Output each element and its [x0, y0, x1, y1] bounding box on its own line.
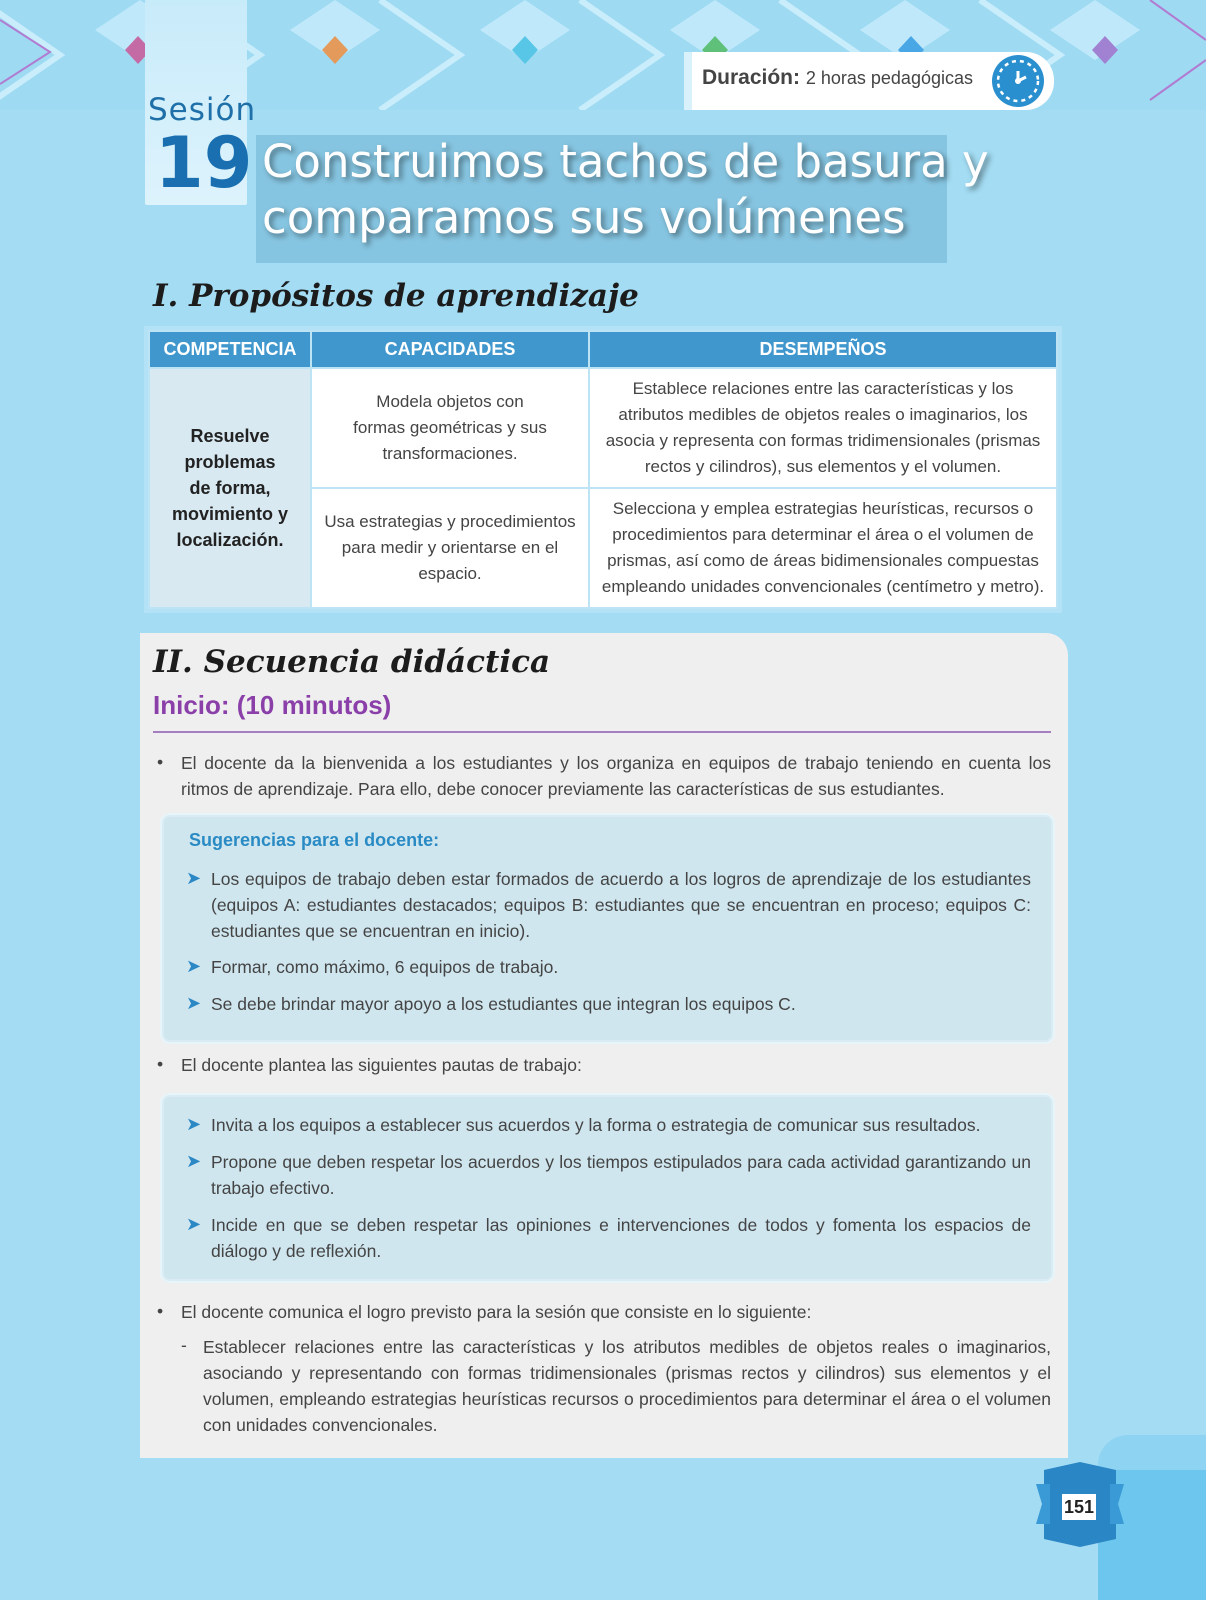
purposes-table	[148, 330, 1058, 609]
competencia-line: problemas	[184, 452, 276, 472]
session-number: 19	[155, 122, 253, 204]
desempeno-line: atributos medibles de objetos reales o imaginarios, los	[618, 405, 1028, 424]
session-label: Sesión	[148, 92, 257, 128]
title-line-2: comparamos sus volúmenes	[262, 191, 906, 244]
desempeno-line: prismas, así como de áreas bidimensionales compuestas	[607, 551, 1039, 570]
bullet-dot: •	[157, 1301, 164, 1321]
capacidad-line: transformaciones.	[382, 444, 518, 463]
paragraph-logro-detail: Establecer relaciones entre las características y los atributos medibles de objetos reales o imaginarios, asociando y representando con formas tridimensionales (prismas rectos y cilindros) sus elementos y el volumen, empleando estrategias heurísticas recursos o procedimientos para determinar el área o el volumen con unidades convencionales.	[203, 1337, 1051, 1435]
guideline-item: Incide en que se deben respetar las opiniones e intervenciones de todos y fomenta los espacios de diálogo y de reflexión.	[211, 1215, 1031, 1261]
duration-label: Duración:	[702, 66, 801, 89]
arrow-right-icon: ➤	[186, 1214, 202, 1234]
capacidad-line: espacio.	[418, 564, 482, 583]
inicio-divider	[153, 731, 1051, 733]
paragraph-bienvenida: El docente da la bienvenida a los estudiantes y los organiza en equipos de trabajo teniendo en cuenta los ritmos de aprendizaje. Para ello, debe conocer previamente las características de sus estudiantes.	[181, 753, 1051, 799]
arrow-right-icon: ➤	[186, 993, 202, 1013]
desempeno-cell	[589, 368, 1057, 488]
suggestion-item: Se debe brindar mayor apoyo a los estudiantes que integran los equipos C.	[211, 994, 796, 1014]
capacidad-cell	[311, 368, 589, 488]
desempeno-cell	[589, 488, 1057, 608]
capacidad-cell	[311, 488, 589, 608]
competencia-line: de forma,	[189, 478, 271, 498]
desempeno-line: Selecciona y emplea estrategias heurísticas, recursos o	[612, 499, 1034, 518]
capacidad-line: Modela objetos con	[376, 392, 524, 411]
desempeno-line: empleando unidades convencionales (centímetro y metro).	[601, 577, 1045, 596]
section2-heading: II. Secuencia didáctica	[153, 644, 551, 680]
duration-value: 2 horas pedagógicas	[805, 68, 973, 88]
paragraph-pautas: El docente plantea las siguientes pautas de trabajo:	[181, 1055, 582, 1075]
duration-badge	[692, 52, 1054, 110]
dash-marker: -	[181, 1335, 187, 1355]
clock-icon	[992, 55, 1044, 107]
title-line-1: Construimos tachos de basura y	[262, 135, 989, 188]
capacidad-line: para medir y orientarse en el	[341, 538, 559, 557]
bullet-dot: •	[157, 752, 164, 772]
competencia-line: localización.	[176, 530, 284, 550]
desempeno-line: Establece relaciones entre las características y los	[632, 379, 1014, 398]
suggestions-title: Sugerencias para el docente:	[189, 830, 440, 850]
page-title	[262, 134, 989, 246]
competencia-line: Resuelve	[190, 426, 270, 446]
header-capacidades: CAPACIDADES	[311, 331, 589, 368]
bullet-dot: •	[157, 1054, 164, 1074]
paragraph-logro: El docente comunica el logro previsto para la sesión que consiste en lo siguiente:	[181, 1302, 812, 1322]
capacidad-line: Usa estrategias y procedimientos	[324, 512, 576, 531]
competencia-line: movimiento y	[171, 504, 289, 524]
suggestion-item: Los equipos de trabajo deben estar formados de acuerdo a los logros de aprendizaje de los estudiantes (equipos A: estudiantes destacados; equipos B: estudiantes que se encuentran en proceso; equipos C: estudiantes que se encuentran en inicio).	[211, 869, 1031, 941]
desempeno-line: procedimientos para determinar el área o el volumen de	[612, 525, 1034, 544]
page-number: 151	[1062, 1494, 1096, 1520]
arrow-right-icon: ➤	[186, 1151, 202, 1171]
suggestion-item: Formar, como máximo, 6 equipos de trabajo.	[211, 957, 559, 977]
competencia-cell	[149, 368, 311, 608]
arrow-right-icon: ➤	[186, 956, 202, 976]
capacidad-line: formas geométricas y sus	[353, 418, 547, 437]
section1-heading: I. Propósitos de aprendizaje	[153, 278, 639, 314]
header-competencia: COMPETENCIA	[149, 331, 311, 368]
desempeno-line: rectos y cilindros), sus elementos y el volumen.	[644, 457, 1002, 476]
header-desempenos: DESEMPEÑOS	[589, 331, 1057, 368]
desempeno-line: asocia y representa con formas tridimensionales (prismas	[605, 431, 1041, 450]
inicio-heading: Inicio: (10 minutos)	[153, 690, 392, 720]
arrow-right-icon: ➤	[186, 1114, 202, 1134]
arrow-right-icon: ➤	[186, 868, 202, 888]
guideline-item: Invita a los equipos a establecer sus acuerdos y la forma o estrategia de comunicar sus resultados.	[211, 1115, 981, 1135]
guideline-item: Propone que deben respetar los acuerdos y los tiempos estipulados para cada actividad garantizando un trabajo efectivo.	[211, 1152, 1031, 1198]
